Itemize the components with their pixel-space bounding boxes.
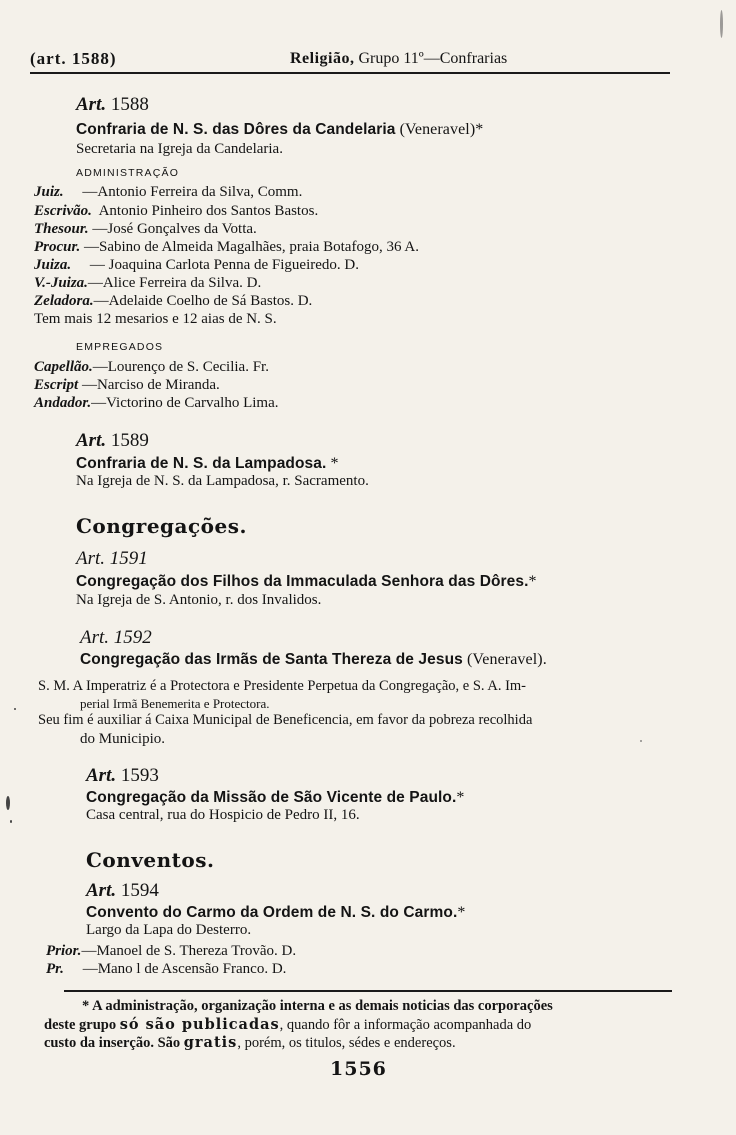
section-heading-conventos: Conventos. — [86, 848, 215, 872]
header-section-title: Religião, — [290, 50, 355, 67]
print-speck — [6, 796, 10, 810]
role-line — [34, 359, 269, 376]
footnote-emphasis: só são publicadas — [119, 1016, 280, 1033]
role-line — [34, 221, 257, 238]
role-holder: —Mano l de Ascensão Franco. D. — [63, 961, 287, 977]
role-title: Escript — [34, 377, 79, 393]
entity-address-1594: Largo da Lapa do Desterro. — [86, 922, 252, 938]
entity-qualifier: (Veneravel)* — [395, 121, 484, 138]
role-holder: —Adelaide Coelho de Sá Bastos. D. — [93, 293, 313, 309]
role-title: V.-Juiza. — [34, 275, 88, 291]
article-number: 1588 — [106, 94, 149, 115]
entity-title-1593 — [86, 789, 465, 807]
article-label: Art. — [80, 627, 110, 648]
footnote-emphasis: gratis — [183, 1034, 238, 1051]
entity-name: Confraria de N. S. da Lampadosa. — [76, 455, 327, 472]
print-speck — [640, 740, 642, 742]
article-heading-1593 — [86, 765, 159, 787]
role-holder: —Alice Ferreira da Silva. D. — [87, 275, 262, 291]
section-heading-congregacoes: Congregações. — [76, 514, 247, 538]
article-heading-1592 — [80, 627, 152, 649]
running-header-section — [290, 50, 507, 68]
article-heading-1589 — [76, 430, 149, 452]
entity-address-1589: Na Igreja de N. S. da Lampadosa, r. Sacramento. — [76, 473, 369, 489]
entity-qualifier: * — [457, 904, 466, 921]
role-title: Juiza. — [34, 257, 72, 273]
role-title: Prior. — [46, 943, 82, 959]
entity-qualifier: (Veneravel). — [462, 651, 547, 668]
role-line — [34, 275, 261, 292]
role-title: Pr. — [46, 961, 64, 977]
article-label: Art. — [76, 430, 107, 451]
article-number: 1594 — [116, 880, 159, 901]
article-number: 1593 — [116, 765, 159, 786]
footnote-rule — [64, 990, 672, 992]
entity-qualifier: * — [528, 573, 537, 590]
entity-name: Congregação dos Filhos da Immaculada Senhora das Dôres. — [76, 573, 529, 590]
entity-name: Congregação da Missão de São Vicente de Paulo. — [86, 789, 457, 806]
body-line: S. M. A Imperatriz é a Protectora e Presidente Perpetua da Congregação, e S. A. Im- — [38, 678, 527, 694]
role-holder: Antonio Pinheiro dos Santos Bastos. — [91, 203, 319, 219]
article-label: Art. — [86, 880, 117, 901]
article-number: 1589 — [106, 430, 149, 451]
article-label: Art. — [76, 94, 107, 115]
article-heading-1594 — [86, 880, 159, 902]
entity-address-1593: Casa central, rua do Hospicio de Pedro II, 16. — [86, 807, 360, 823]
entity-qualifier: * — [326, 455, 339, 472]
role-holder: —Victorino de Carvalho Lima. — [91, 395, 279, 411]
role-holder: —Sabino de Almeida Magalhães, praia Botafogo, 36 A. — [80, 239, 419, 255]
entity-name: Convento do Carmo da Ordem de N. S. do Carmo. — [86, 904, 458, 921]
members-note: Tem mais 12 mesarios e 12 aias de N. S. — [34, 311, 277, 327]
article-number: 1591 — [105, 548, 148, 569]
entity-title-1591 — [76, 573, 537, 591]
role-holder: —José Gonçalves da Votta. — [88, 221, 257, 237]
footnote-line — [44, 1034, 456, 1052]
role-line — [34, 293, 312, 310]
page-number: 1556 — [330, 1058, 387, 1080]
role-line — [34, 239, 419, 256]
entity-title-1592 — [80, 651, 547, 669]
role-title: Andador. — [34, 395, 92, 411]
role-holder: —Manoel de S. Thereza Trovão. D. — [81, 943, 297, 959]
role-holder: —Narciso de Miranda. — [78, 377, 220, 393]
role-title: Capellão. — [34, 359, 93, 375]
role-holder: — Joaquina Carlota Penna de Figueiredo. D. — [71, 257, 359, 273]
entity-title-1588 — [76, 121, 483, 139]
print-speck — [720, 10, 723, 38]
footnote-line — [44, 1016, 531, 1034]
running-header-article: (art. 1588) — [30, 49, 117, 68]
entity-qualifier: * — [456, 789, 465, 806]
footnote-text: , porém, os titulos, sédes e endereços. — [237, 1035, 456, 1051]
role-line — [34, 395, 279, 412]
header-section-group: Grupo 11º—Confrarias — [354, 50, 508, 67]
article-label: Art. — [86, 765, 117, 786]
article-label: Art. — [76, 548, 106, 569]
role-holder: —Antonio Ferreira da Silva, Comm. — [63, 184, 303, 200]
entity-name: Congregação das Irmãs de Santa Thereza de Jesus — [80, 651, 463, 668]
body-line: do Municipio. — [80, 731, 165, 747]
role-line — [34, 184, 302, 201]
role-line — [34, 377, 220, 394]
print-speck — [14, 708, 16, 710]
header-rule — [30, 72, 670, 74]
footnote-line: * A administração, organização interna e as demais noticias das corporações — [82, 998, 553, 1014]
entity-address-1591: Na Igreja de S. Antonio, r. dos Invalidos. — [76, 592, 322, 608]
role-title: Juiz. — [34, 184, 64, 200]
admin-heading: ADMINISTRAÇÃO — [76, 167, 180, 179]
role-holder: —Lourenço de S. Cecilia. Fr. — [92, 359, 269, 375]
role-title: Thesour. — [34, 221, 89, 237]
role-title: Zeladora. — [34, 293, 94, 309]
role-line — [46, 943, 296, 960]
role-line — [34, 203, 318, 220]
role-line — [46, 961, 286, 978]
body-line: Seu fim é auxiliar á Caixa Municipal de Beneficencia, em favor da pobreza recolhida — [38, 712, 533, 728]
footnote-text: custo da inserção. São — [44, 1035, 184, 1051]
print-speck — [10, 820, 12, 823]
article-number: 1592 — [109, 627, 152, 648]
role-title: Escrivão. — [34, 203, 92, 219]
article-heading-1591 — [76, 548, 148, 570]
footnote-text: , quando fôr a informação acompanhada do — [279, 1017, 532, 1033]
footnote-text: deste grupo — [44, 1017, 120, 1033]
entity-title-1589 — [76, 455, 339, 473]
entity-address-1588: Secretaria na Igreja da Candelaria. — [76, 141, 283, 157]
role-line — [34, 257, 359, 274]
body-line: perial Irmã Benemerita e Protectora. — [80, 696, 270, 711]
entity-name: Confraria de N. S. das Dôres da Candelaria — [76, 121, 396, 138]
employees-heading: EMPREGADOS — [76, 341, 164, 353]
article-heading-1588 — [76, 94, 149, 116]
role-title: Procur. — [34, 239, 81, 255]
entity-title-1594 — [86, 904, 466, 922]
